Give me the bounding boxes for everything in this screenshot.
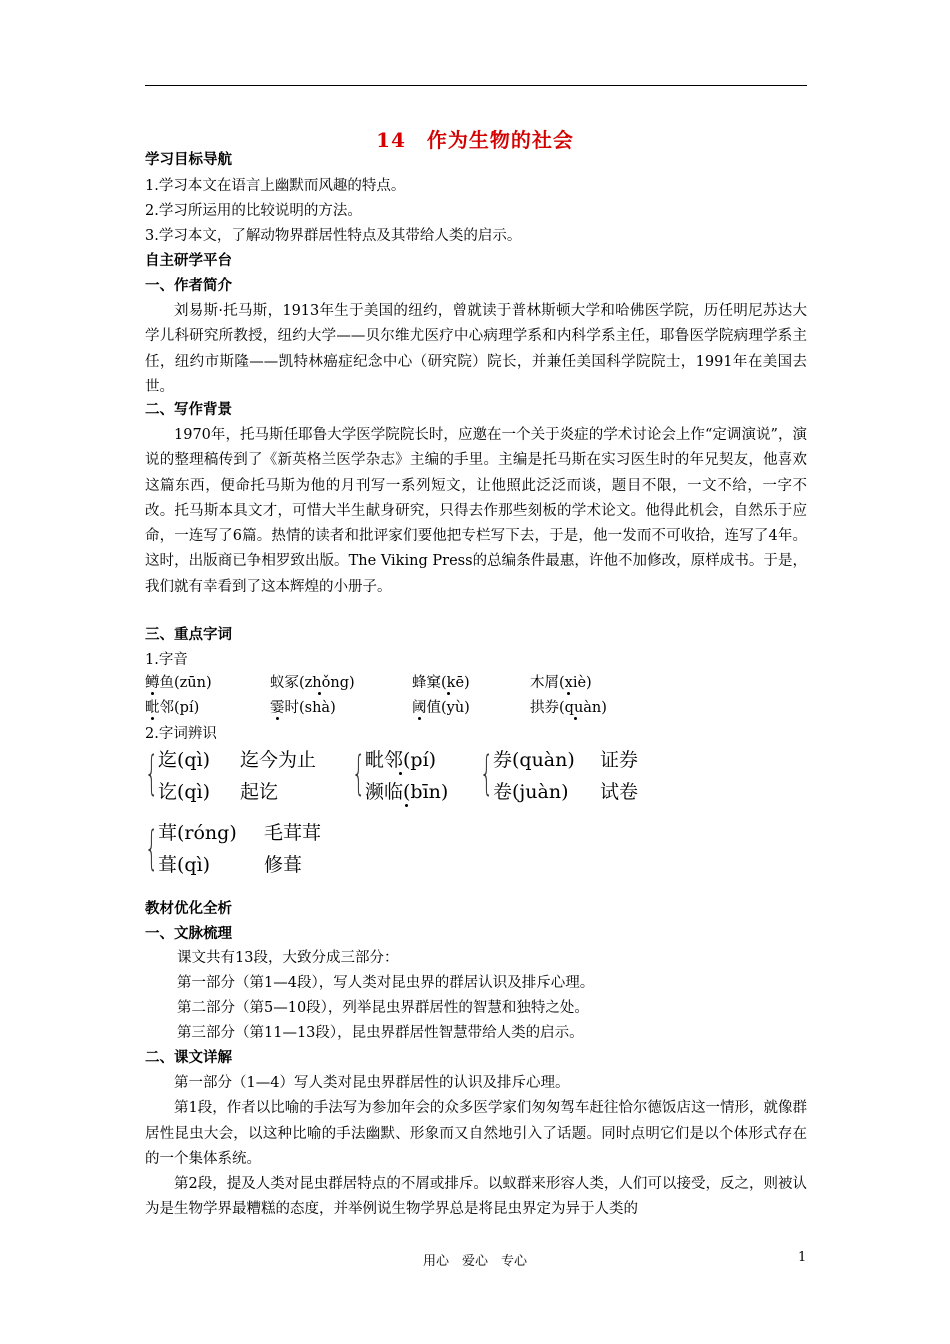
goal-item: 2.学习所运用的比较说明的方法。 xyxy=(145,203,362,219)
pron-reading: 鱼(zūn) xyxy=(159,675,212,691)
page-number: 1 xyxy=(798,1250,807,1265)
pron-item xyxy=(145,673,212,693)
pron-item xyxy=(412,673,470,693)
pron-reading: 邻(pí) xyxy=(159,700,200,716)
author-paragraph xyxy=(145,299,807,400)
background-text: 1970年，托马斯任耶鲁大学医学院院长时，应邀在一个关于炎症的学术讨论会上作“定调演说”，演说的整理稿传到了《新英格兰医学杂志》主编的手里。主编是托马斯在实习医生时的年兄契友，他喜欢这篇东西，便命托马斯为他的月刊写一系列短文，让他照此泛泛而谈，题目不限，一文不给，一字不改。托马斯本具文才，可惜大半生献身研究，只得去作那些刻板的学术论文。他得此机会，自然乐于应命，一连写了6篇。热情的读者和批评家们要他把专栏写下去，于是，他一发而不可收拾，连写了4年。这时，出版商已争相罗致出版。The Viking Press的总编条件最惠，许他不加修改，原样成书。于是，我们就有幸看到了这本辉煌的小册子。 xyxy=(145,427,807,595)
goal-item: 3.学习本文，了解动物界群居性特点及其带给人类的启示。 xyxy=(145,228,522,244)
dist-word: 卷(juàn) xyxy=(493,781,569,803)
dotted-char: 毗 xyxy=(145,700,160,716)
pron-item xyxy=(270,698,336,718)
pronunciation-subheading: 1.字音 xyxy=(145,652,188,668)
dotted-word: 毗邻(pí) xyxy=(365,749,437,771)
structure-line: 第二部分（第5—10段），列举昆虫界群居性的智慧和独特之处。 xyxy=(177,1000,589,1016)
author-text: 刘易斯·托马斯，1913年生于美国的纽约，曾就读于普林斯顿大学和哈佛医学院，历任明尼苏达大学儿科研究所教授，纽约大学——贝尔维尤医疗中心病理学系和内科学系主任，耶鲁医学院病理学系主任，纽约市斯隆——凯特林癌症纪念中心（研究院）院长，并兼任美国科学院院士，1991年在美国去世。 xyxy=(145,303,807,395)
detail-text: 第2段，提及人类对昆虫群居特点的不屑或排斥。以蚁群来形容人类，人们可以接受，反之，则被认为是生物学界最糟糕的态度，并举例说生物学界总是将昆虫界定为异于人类的 xyxy=(145,1176,807,1218)
structure-line: 课文共有13段，大致分成三部分： xyxy=(177,950,399,966)
dist-word xyxy=(365,777,448,807)
dist-word: 葺(qì) xyxy=(158,854,211,876)
plain-char: 蜂 xyxy=(412,675,427,691)
plain-char: 木 xyxy=(530,675,545,691)
header-rule xyxy=(145,85,807,86)
detail-paragraphs xyxy=(145,1071,807,1223)
dist-word: 讫(qì) xyxy=(158,781,211,803)
page-title: 14 作为生物的社会 xyxy=(376,128,574,152)
dotted-char: 霎 xyxy=(270,700,285,716)
section-analysis-heading: 教材优化全析 xyxy=(145,900,232,917)
dist-word: 迄今为止 xyxy=(240,749,317,771)
detail-text: 第1段，作者以比喻的手法写为参加年会的众多医学家们匆匆驾车赶往恰尔德饭店这一情形，就像群居性昆虫大会，以这种比喻的手法幽默、形象而又自然地引入了话题。同时点明它们是以个体形式存在的一个集体系统。 xyxy=(145,1100,807,1167)
dist-word: 迄(qì) xyxy=(158,749,211,771)
dist-word: 茸(róng) xyxy=(158,822,237,844)
brace-icon: { xyxy=(145,746,159,800)
words-heading: 三、重点字词 xyxy=(145,626,232,643)
dist-word xyxy=(365,745,436,775)
brace-icon: { xyxy=(145,821,159,875)
pron-reading: 时(shà) xyxy=(284,700,336,716)
pron-item xyxy=(530,673,592,693)
page-footer: 用心 爱心 专心 xyxy=(422,1254,527,1269)
pron-reading: 窠(kē) xyxy=(426,675,470,691)
brace-icon: { xyxy=(480,746,494,800)
detail-heading: 二、课文详解 xyxy=(145,1049,232,1066)
pron-reading: 券(quàn) xyxy=(544,700,607,716)
background-paragraph xyxy=(145,423,807,600)
background-heading: 二、写作背景 xyxy=(145,401,232,418)
dist-word: 证券 xyxy=(600,749,639,771)
goal-item: 1.学习本文在语言上幽默而风趣的特点。 xyxy=(145,178,406,194)
dist-word: 试卷 xyxy=(600,781,639,803)
pron-item xyxy=(145,698,199,718)
author-heading: 一、作者简介 xyxy=(145,277,232,294)
dist-word: 起讫 xyxy=(240,781,279,803)
detail-text: 第一部分（1—4）写人类对昆虫界群居性的认识及排斥心理。 xyxy=(174,1075,570,1091)
section-self-heading: 自主研学平台 xyxy=(145,252,232,269)
dotted-char: 鳟 xyxy=(145,675,160,691)
section-goal-heading: 学习目标导航 xyxy=(145,151,232,168)
structure-heading: 一、文脉梳理 xyxy=(145,925,232,942)
pron-item xyxy=(270,673,355,693)
plain-char: 蚁 xyxy=(270,675,285,691)
pron-item xyxy=(412,698,470,718)
dist-word: 毛茸茸 xyxy=(264,822,322,844)
dotted-char: 阈 xyxy=(412,700,427,716)
pron-reading: 屑(xiè) xyxy=(544,675,592,691)
pron-reading: 冢(zhǒng) xyxy=(284,675,355,691)
brace-icon: { xyxy=(352,746,366,800)
pron-reading: 值(yù) xyxy=(426,700,470,716)
structure-line: 第一部分（第1—4段），写人类对昆虫界的群居认识及排斥心理。 xyxy=(177,975,595,991)
plain-char: 拱 xyxy=(530,700,545,716)
pron-item xyxy=(530,698,607,718)
distinguish-subheading: 2.字词辨识 xyxy=(145,726,217,742)
dist-word: 修葺 xyxy=(264,854,303,876)
structure-line: 第三部分（第11—13段），昆虫界群居性智慧带给人类的启示。 xyxy=(177,1025,584,1041)
dist-word: 券(quàn) xyxy=(493,749,575,771)
dotted-word: 濒临(bīn) xyxy=(365,781,449,803)
